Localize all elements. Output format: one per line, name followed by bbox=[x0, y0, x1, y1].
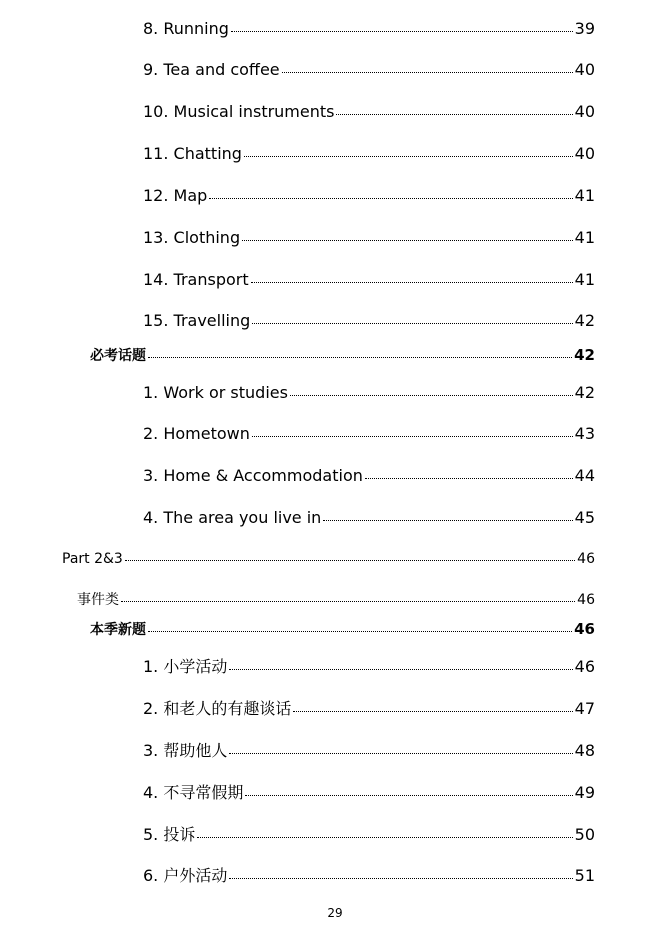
toc-entry-page: 47 bbox=[574, 699, 595, 718]
toc-entry-label: 8. Running bbox=[143, 19, 229, 38]
toc-entry-area-you-live-in[interactable] bbox=[143, 510, 595, 526]
toc-entry-clothing[interactable] bbox=[143, 230, 595, 246]
toc-entry-page: 40 bbox=[574, 144, 595, 163]
toc-entry-page: 46 bbox=[574, 657, 595, 676]
toc-section-events[interactable] bbox=[77, 593, 595, 607]
dot-leader bbox=[252, 436, 573, 437]
toc-entry-page: 51 bbox=[574, 866, 595, 885]
toc-entry-page: 42 bbox=[574, 346, 595, 364]
dot-leader bbox=[282, 72, 573, 73]
toc-entry-unusual-holiday[interactable] bbox=[143, 785, 595, 801]
toc-entry-label: 14. Transport bbox=[143, 270, 249, 289]
toc-entry-page: 41 bbox=[574, 186, 595, 205]
toc-entry-label: 1. Work or studies bbox=[143, 383, 288, 402]
dot-leader bbox=[209, 198, 572, 199]
toc-entry-label: 2. 和老人的有趣谈话 bbox=[143, 699, 292, 718]
toc-section-new-this-season[interactable] bbox=[90, 622, 595, 637]
toc-entry-complaint[interactable] bbox=[143, 827, 595, 843]
toc-entry-label: 10. Musical instruments bbox=[143, 102, 335, 121]
toc-entry-page: 48 bbox=[574, 741, 595, 760]
dot-leader bbox=[245, 795, 572, 796]
toc-entry-label: 11. Chatting bbox=[143, 144, 242, 163]
toc-entry-page: 39 bbox=[574, 19, 595, 38]
toc-entry-page: 50 bbox=[574, 825, 595, 844]
toc-entry-map[interactable] bbox=[143, 188, 595, 204]
toc-entry-label: 必考话题 bbox=[90, 348, 146, 364]
toc-entry-hometown[interactable] bbox=[143, 426, 595, 442]
page-number: 29 bbox=[327, 906, 343, 920]
toc-entry-home-accommodation[interactable] bbox=[143, 468, 595, 484]
dot-leader bbox=[252, 323, 572, 324]
dot-leader bbox=[231, 31, 573, 32]
dot-leader bbox=[244, 156, 573, 157]
toc-entry-label: 12. Map bbox=[143, 186, 208, 205]
dot-leader bbox=[336, 114, 572, 115]
dot-leader bbox=[251, 282, 573, 283]
toc-entry-page: 42 bbox=[574, 383, 595, 402]
toc-entry-primary-school-activity[interactable] bbox=[143, 659, 595, 675]
toc-entry-transport[interactable] bbox=[143, 272, 595, 288]
toc-entry-running[interactable] bbox=[143, 21, 595, 37]
dot-leader bbox=[148, 631, 572, 632]
toc-entry-tea-and-coffee[interactable] bbox=[143, 62, 595, 78]
toc-entry-page: 40 bbox=[574, 102, 595, 121]
dot-leader bbox=[229, 878, 572, 879]
toc-entry-page: 44 bbox=[574, 466, 595, 485]
toc-entry-talk-with-elderly[interactable] bbox=[143, 701, 595, 717]
toc-entry-travelling[interactable] bbox=[143, 313, 595, 329]
dot-leader bbox=[290, 395, 573, 396]
toc-entry-label: 15. Travelling bbox=[143, 311, 251, 330]
toc-entry-page: 45 bbox=[574, 508, 595, 527]
toc-entry-label: 13. Clothing bbox=[143, 228, 241, 247]
dot-leader bbox=[365, 478, 573, 479]
toc-entry-label: 9. Tea and coffee bbox=[143, 60, 280, 79]
dot-leader bbox=[323, 520, 572, 521]
toc-entry-label: 5. 投诉 bbox=[143, 825, 196, 844]
toc-section-required-topics[interactable] bbox=[90, 348, 595, 363]
dot-leader bbox=[197, 837, 572, 838]
toc-entry-page: 43 bbox=[574, 424, 595, 443]
toc-entry-label: 1. 小学活动 bbox=[143, 657, 228, 676]
toc-entry-page: 41 bbox=[574, 228, 595, 247]
toc-entry-label: 3. 帮助他人 bbox=[143, 741, 228, 760]
toc-entry-page: 49 bbox=[574, 783, 595, 802]
toc-entry-label: 3. Home & Accommodation bbox=[143, 466, 363, 485]
toc-entry-page: 40 bbox=[574, 60, 595, 79]
toc-entry-page: 46 bbox=[577, 551, 595, 567]
toc-entry-page: 41 bbox=[574, 270, 595, 289]
toc-entry-page: 46 bbox=[574, 620, 595, 638]
toc-part-2-3[interactable] bbox=[62, 552, 595, 566]
dot-leader bbox=[229, 753, 572, 754]
toc-entry-label: 事件类 bbox=[77, 592, 119, 608]
toc-entry-label: 6. 户外活动 bbox=[143, 866, 228, 885]
toc-entry-label: 2. Hometown bbox=[143, 424, 250, 443]
toc-entry-musical-instruments[interactable] bbox=[143, 104, 595, 120]
toc-entry-chatting[interactable] bbox=[143, 146, 595, 162]
dot-leader bbox=[293, 711, 572, 712]
toc-entry-label: 本季新题 bbox=[90, 622, 146, 638]
dot-leader bbox=[148, 357, 572, 358]
toc-entry-page: 46 bbox=[577, 592, 595, 608]
toc-entry-label: Part 2&3 bbox=[62, 551, 123, 567]
toc-entry-helping-others[interactable] bbox=[143, 743, 595, 759]
dot-leader bbox=[229, 669, 572, 670]
toc-entry-work-or-studies[interactable] bbox=[143, 385, 595, 401]
dot-leader bbox=[121, 601, 575, 602]
dot-leader bbox=[125, 560, 575, 561]
dot-leader bbox=[242, 240, 573, 241]
toc-entry-label: 4. 不寻常假期 bbox=[143, 783, 244, 802]
toc-entry-outdoor-activity[interactable] bbox=[143, 868, 595, 884]
toc-entry-label: 4. The area you live in bbox=[143, 508, 322, 527]
toc-entry-page: 42 bbox=[574, 311, 595, 330]
